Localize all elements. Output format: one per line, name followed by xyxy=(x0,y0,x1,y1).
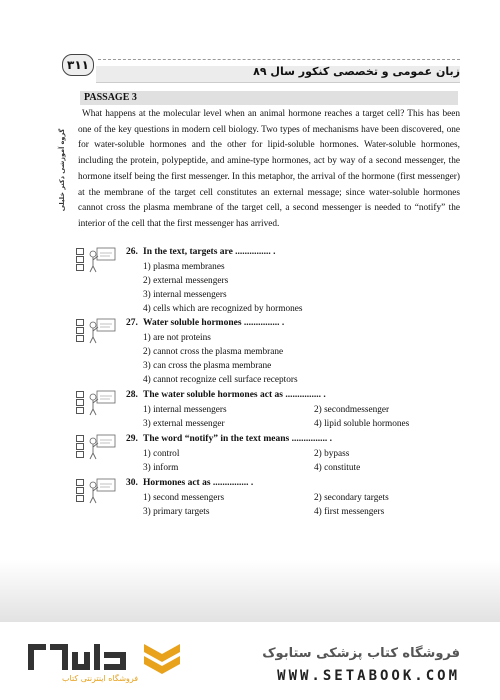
store-title: فروشگاه کتاب پزشکی ستابوک xyxy=(262,646,460,661)
checkbox-icon[interactable] xyxy=(76,319,84,326)
header-divider xyxy=(98,59,460,60)
checkbox-icon[interactable] xyxy=(76,327,84,334)
checkbox-icon[interactable] xyxy=(76,256,84,263)
side-label xyxy=(52,102,70,252)
store-url-link[interactable]: WWW.SETABOOK.COM xyxy=(277,668,460,684)
question-icon xyxy=(76,247,116,275)
answer-option[interactable]: 2) external messengers xyxy=(143,276,229,286)
checkbox-icon[interactable] xyxy=(76,264,84,271)
question-text: Hormones act as ............... . xyxy=(143,478,254,488)
answer-option[interactable]: 3) internal messengers xyxy=(143,290,227,300)
passage-text: What happens at the molecular level when an animal hormone reaches a target cell? This has been one of the key questions in modern cell biology. Two types of mechanisms have been discovered, one for water-soluble hormones and the other for lipid-soluble hormones. Water-soluble hormones, including the protein, polypeptide, and amine-type hormones, act by way of a second messenger, the hormone itself being the first messenger. In this metaphor, the arrival of the hormone (first messenger) at the membrane of the target cell constitutes an external message; since water-soluble hormones cannot cross the plasma membrane of the target cell, a second messenger is needed to “notify” the interior of the cell that the first messenger has arrived. xyxy=(78,109,460,229)
person-board-icon xyxy=(88,478,116,504)
question-icon xyxy=(76,478,116,506)
answer-option[interactable]: 1) second messengers xyxy=(143,493,225,503)
question-number: 26. xyxy=(126,247,138,257)
answer-option[interactable]: 4) cells which are recognized by hormones xyxy=(143,304,303,314)
checkbox-icon[interactable] xyxy=(76,399,84,406)
answer-option[interactable]: 2) secondary targets xyxy=(314,493,389,503)
question-number: 30. xyxy=(126,478,138,488)
logo-subtitle: فروشگاه اینترنتی کتاب xyxy=(62,674,139,683)
answer-option[interactable]: 4) constitute xyxy=(314,463,361,473)
store-footer xyxy=(0,622,500,700)
answer-option[interactable]: 1) internal messengers xyxy=(143,405,227,415)
question-text: The water soluble hormones act as ............... . xyxy=(143,390,326,400)
answer-option[interactable]: 3) external messenger xyxy=(143,419,225,429)
answer-option[interactable]: 3) can cross the plasma membrane xyxy=(143,361,272,371)
answer-option[interactable]: 1) control xyxy=(143,449,180,459)
question-text: Water soluble hormones ............... . xyxy=(143,318,285,328)
answer-option[interactable]: 1) plasma membranes xyxy=(143,262,225,272)
page-bottom-shadow xyxy=(0,560,500,622)
checkbox-icon[interactable] xyxy=(76,248,84,255)
checkbox-icon[interactable] xyxy=(76,451,84,458)
person-board-icon xyxy=(88,318,116,344)
page-number: ۳۱۱ xyxy=(62,54,94,76)
answer-option[interactable]: 2) cannot cross the plasma membrane xyxy=(143,347,284,357)
question-icon xyxy=(76,318,116,346)
answer-option[interactable]: 3) inform xyxy=(143,463,179,473)
side-label-text: گروه آموزشی دکتر خلیلی xyxy=(58,128,66,212)
page-header-title: زبان عمومی و تخصصی کنکور سال ۸۹ xyxy=(253,65,460,78)
answer-option[interactable]: 4) lipid soluble hormones xyxy=(314,419,410,429)
answer-option[interactable]: 4) cannot recognize cell surface receptors xyxy=(143,375,298,385)
person-board-icon xyxy=(88,390,116,416)
answer-option[interactable]: 3) primary targets xyxy=(143,507,210,517)
question-icon xyxy=(76,434,116,462)
question-text: In the text, targets are ............... . xyxy=(143,247,276,257)
checkbox-icon[interactable] xyxy=(76,495,84,502)
question-number: 27. xyxy=(126,318,138,328)
checkbox-icon[interactable] xyxy=(76,407,84,414)
checkbox-icon[interactable] xyxy=(76,487,84,494)
answer-option[interactable]: 2) secondmessenger xyxy=(314,405,390,415)
checkbox-icon[interactable] xyxy=(76,335,84,342)
checkbox-icon[interactable] xyxy=(76,443,84,450)
question-text: The word “notify” in the text means ............... . xyxy=(143,434,332,444)
answer-option[interactable]: 2) bypass xyxy=(314,449,350,459)
answer-option[interactable]: 1) are not proteins xyxy=(143,333,211,343)
checkbox-icon[interactable] xyxy=(76,435,84,442)
answer-option[interactable]: 4) first messengers xyxy=(314,507,385,517)
checkbox-icon[interactable] xyxy=(76,391,84,398)
question-number: 29. xyxy=(126,434,138,444)
question-icon xyxy=(76,390,116,418)
checkbox-icon[interactable] xyxy=(76,479,84,486)
passage-title: PASSAGE 3 xyxy=(84,92,137,103)
person-board-icon xyxy=(88,247,116,273)
question-number: 28. xyxy=(126,390,138,400)
person-board-icon xyxy=(88,434,116,460)
